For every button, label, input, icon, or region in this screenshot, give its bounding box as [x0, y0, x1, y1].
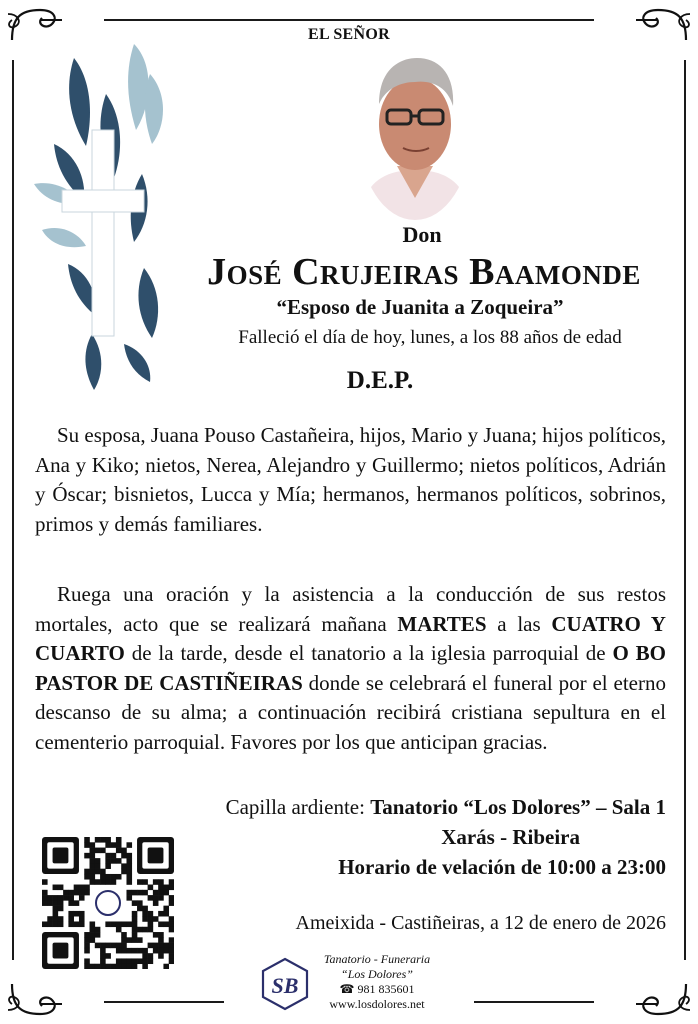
corner-ornament-bottom-left	[4, 980, 62, 1020]
service-paragraph	[35, 580, 666, 757]
header-title: EL SEÑOR	[308, 26, 390, 43]
frame-bottom-line-right	[474, 1001, 594, 1003]
service-church: O BO PASTOR DE CASTIÑEIRAS	[35, 641, 666, 695]
service-time: CUATRO Y CUARTO	[35, 611, 666, 665]
frame-bottom-line-left	[104, 1001, 224, 1003]
frame-top-line	[104, 19, 594, 21]
deceased-photo	[359, 48, 471, 220]
qr-code[interactable]	[42, 837, 174, 969]
corner-ornament-bottom-right	[636, 980, 694, 1020]
funeral-home-info	[312, 952, 442, 1012]
frame-left-line	[12, 60, 14, 960]
service-day: MARTES	[397, 611, 487, 636]
deceased-name: José Crujeiras Baamonde	[207, 251, 641, 293]
funeral-home-phone: 981 835601	[357, 982, 415, 996]
funeral-home-website[interactable]: www.losdolores.net	[329, 997, 425, 1011]
chapel-venue: Tanatorio “Los Dolores” – Sala 1	[370, 795, 666, 819]
chapel-info	[116, 792, 666, 882]
chapel-label: Capilla ardiente:	[225, 795, 365, 819]
honorific: Don	[402, 222, 442, 247]
service-text-2: a las	[486, 611, 552, 636]
funeral-home-type: Tanatorio - Funeraria	[323, 952, 431, 966]
service-text-1: Ruega una oración y la asistencia a la conducción de sus restos mortales, acto que se realizará mañana	[35, 582, 666, 636]
logo	[258, 957, 312, 1011]
svg-text:SB: SB	[271, 973, 299, 998]
service-text-4: donde se celebrará el funeral por el eterno descanso de su alma; a continuación recibirá cristiana sepultura en el cementerio parroquial. Favores por los que anticipan gracias.	[35, 670, 666, 754]
family-text: Su esposa, Juana Pouso Castañeira, hijos, Mario y Juana; hijos políticos, Ana y Kiko; nietos, Nerea, Alejandro y Guillermo; nietos políticos, Adrián y Óscar; bisnietos, Lucca y Mía; hermanos, hermanos políticos, sobrinos, primos y demás familiares.	[35, 423, 666, 536]
frame-right-line	[684, 60, 686, 960]
death-notice: Falleció el día de hoy, lunes, a los 88 años de edad	[238, 327, 622, 348]
place-date: Ameixida - Castiñeiras, a 12 de enero de 2026	[295, 912, 666, 934]
dep-heading: D.E.P.	[346, 367, 414, 394]
cross-with-leaves-icon	[24, 34, 182, 390]
family-paragraph	[35, 421, 666, 539]
service-text-3: de la tarde, desde el tanatorio a la iglesia parroquial de	[124, 641, 613, 665]
funeral-home-name: “Los Dolores”	[341, 967, 413, 981]
chapel-location: Xarás - Ribeira	[441, 825, 580, 849]
phone-icon: ☎	[339, 982, 355, 996]
deceased-nickname: “Esposo de Juanita a Zoqueira”	[276, 295, 564, 319]
chapel-hours: Horario de velación de 10:00 a 23:00	[338, 855, 666, 879]
